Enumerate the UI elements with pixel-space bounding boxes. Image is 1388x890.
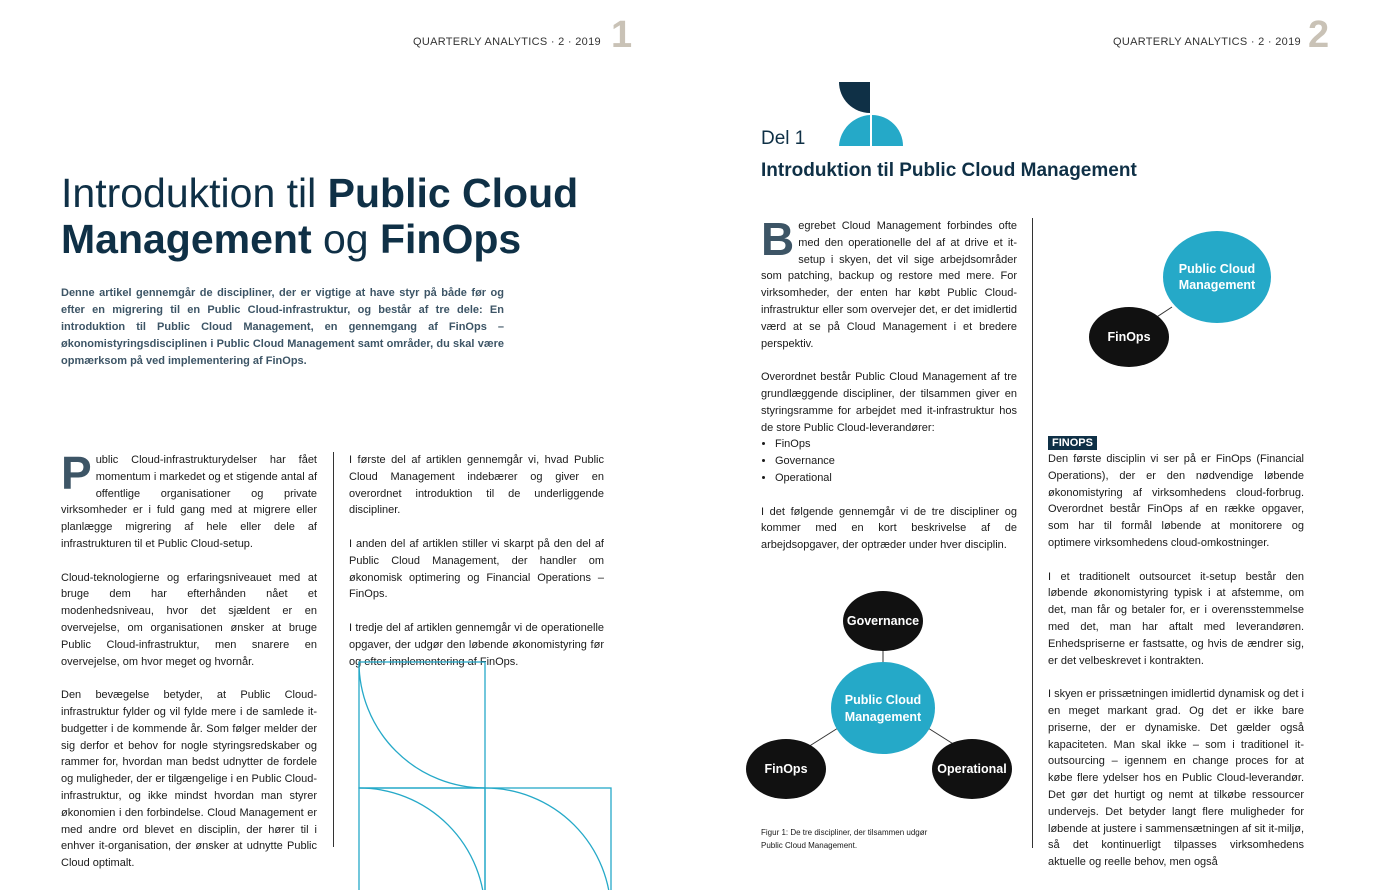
node-label: Public Cloud	[1178, 262, 1256, 276]
text-column-1	[761, 213, 1017, 571]
deco-square	[359, 788, 485, 890]
node-label: FinOps	[1107, 330, 1151, 344]
column-divider	[333, 452, 334, 847]
part-label: Del 1	[761, 128, 806, 149]
title-part: Management	[61, 216, 312, 262]
section-logo-icon	[839, 82, 905, 148]
node-label: FinOps	[764, 762, 808, 776]
paragraph: Den første disciplin vi ser på er FinOps (Financial Operations), der er den nødvendige løbende økonomistyring af virksomhedens cloud-forbrug. Overordnet består FinOps af en række opgaver, som har til formål løbende at monitorere og optimere virksomhedens cloud-omkostninger.	[1048, 453, 1304, 549]
node-label: Operational	[937, 762, 1007, 776]
node-center	[831, 662, 935, 754]
node-label: Governance	[846, 614, 920, 628]
drop-cap: P	[61, 447, 92, 499]
text-column-2	[349, 452, 604, 687]
paragraph: I det følgende gennemgår vi de tre discipliner og kommer med en kort beskrivelse af de arbejdsopgaver, der optræder under hver disciplin.	[761, 505, 1017, 552]
page-number: 2	[1308, 14, 1330, 56]
page-header: QUARTERLY ANALYTICS · 2 · 2019	[413, 36, 601, 48]
deco-arc	[359, 662, 485, 788]
text-column-1	[61, 447, 317, 889]
page-header: QUARTERLY ANALYTICS · 2 · 2019	[1113, 36, 1301, 48]
paragraph: I et traditionelt outsourcet it-setup består den løbende økonomistyring typisk i at afstemme, om det, man får og betaler for, er i overensstemmelse med det, man har aftalt med leverandøren. Enhedspriserne er fastsatte, og hvis de ændrer sig, er det velbeskrevet i kontrakten.	[1048, 570, 1304, 667]
finops-badge: FINOPS	[1048, 436, 1097, 450]
deco-arc	[359, 788, 485, 890]
page-2	[694, 0, 1388, 890]
node-center	[1163, 231, 1271, 323]
caption-line: Figur 1: De tre discipliner, der tilsammen udgør	[761, 828, 928, 837]
paragraph: Cloud-teknologierne og erfaringsniveauet med at bruge dem har efterhånden nået et modenhedsniveau, hvor det sjældent er en overvejelse, om organisationen ønsker at bruge Public Cloud-infrastruktur, men snarere en overvejelse, om hvor meget og hvornår.	[61, 571, 317, 668]
disciplines-diagram	[746, 590, 1036, 810]
list-item: • Governance	[775, 453, 1017, 470]
deco-square	[359, 662, 485, 788]
lead-paragraph: Denne artikel gennemgår de discipliner, der er vigtige at have styr på både før og efter en migrering til en Public Cloud-infrastruktur, og består af tre dele: En introduktion til Public Cloud Management, en gennemgang af FinOps – økonomistyringsdisciplinen i Public Cloud Management samt områder, du skal være opmærksom på ved implementering af FinOps.	[61, 287, 504, 367]
paragraph: I anden del af artiklen stiller vi skarpt på den del af Public Cloud Management, der handler om økonomisk optimering og Financial Operations – FinOps.	[349, 537, 604, 601]
paragraph: Overordnet består Public Cloud Management af tre grundlæggende discipliner, der tilsammen giver en styringsramme for arbejdet med it-infrastruktur hos de store Public Cloud-leverandører:	[761, 371, 1017, 434]
text-column-2	[1048, 451, 1304, 888]
paragraph: Den bevægelse betyder, at Public Cloud-infrastruktur fylder og vil fylde mere i de samlede it-budgetter i de kommende år. Som følger melder der sig derfor et behov for nogle styringsredskaber og rammer for, hvordan man bedst udnytter de fordele og muligheder, der er tilgængelige i en Public Cloud-infrastruktur, og ikke mindst hvordan man styrer økonomien i den forbindelse. Cloud Management er med andre ord blevet en disciplin, der hører til i enhver it-organisation, der ønsker at udnytte Public Cloud optimalt.	[61, 689, 317, 870]
node-label: Management	[1178, 278, 1256, 292]
caption-line: Public Cloud Management.	[761, 841, 858, 850]
deco-arc	[485, 788, 611, 890]
title-part: Introduktion til	[61, 170, 328, 216]
paragraph: ublic Cloud-infrastrukturydelser har fået momentum i markedet og et stigende antal af offentlige organisationer og private virksomheder er i fuld gang med at migrere eller planlægge migrering af hele eller dele af infrastrukturen til et Public Cloud-setup.	[61, 454, 317, 550]
list-item: • FinOps	[775, 436, 1017, 453]
finops-diagram	[1082, 228, 1372, 378]
title-part: Public Cloud	[327, 170, 579, 216]
page-number: 1	[611, 14, 633, 56]
article-title	[61, 170, 661, 262]
paragraph: I første del af artiklen gennemgår vi, hvad Public Cloud Management indebærer og giver en overordnet introduktion til de underliggende discipliner.	[349, 454, 604, 517]
title-part: FinOps	[380, 216, 522, 262]
section-title: Introduktion til Public Cloud Management	[761, 160, 1137, 181]
deco-square	[485, 788, 611, 890]
node-label: Management	[844, 710, 922, 724]
list-item: • Operational	[775, 470, 1017, 487]
node-label: Public Cloud	[844, 693, 922, 707]
title-part: og	[311, 216, 380, 262]
figure-caption	[761, 826, 961, 852]
decorative-quarter-circles	[355, 658, 617, 890]
paragraph: I tredje del af artiklen gennemgår vi de operationelle opgaver, der udgør den løbende økonomistyring før og efter implementering af FinOps.	[349, 621, 604, 668]
paragraph: egrebet Cloud Management forbindes ofte med den operationelle del af at drive et it-setup i skyen, det vil sige arbejdsområder som patching, backup og restore med mere. For virksomheder, der enten har købt Public Cloud-infrastruktur eller som overvejer det, er det imidlertid værd at se på Cloud Management i et bredere perspektiv.	[761, 220, 1017, 350]
discipline-list	[761, 436, 1017, 486]
drop-cap: B	[761, 213, 795, 265]
paragraph: I skyen er prissætningen imidlertid dynamisk og det i en meget markant grad. Og det er ikke bare priserne, der er dynamiske. Det gælder også kapaciteten. Man skal ikke – som i traditionel it-outsourcing – igennem en change proces for at købe flere ydelser hos en Public Cloud-leverandør. Det gør det hurtigt og nemt at tilkøbe ressourcer undervejs. Det betyder langt flere muligheder for løbende at justere i sammensætningen af sit it-miljø, så det kontinuerligt tilpasses virksomhedens aktuelle og reelle behov, men også	[1048, 688, 1304, 869]
